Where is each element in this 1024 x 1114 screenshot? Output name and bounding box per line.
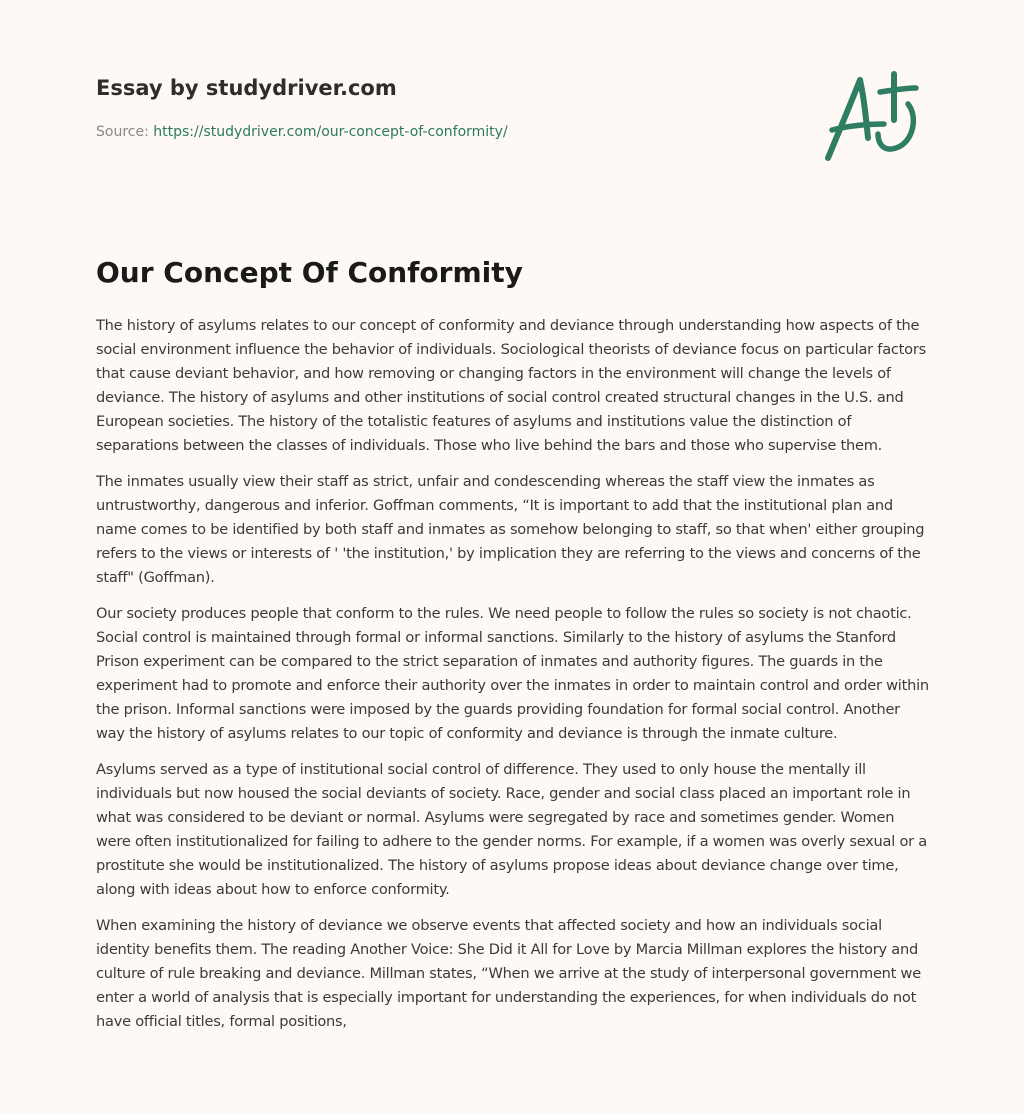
paragraph: The history of asylums relates to our concept of conformity and deviance through understanding how aspects of the social environment influence the behavior of individuals. Sociological theorists of deviance focus on particular factors that cause deviant behavior, and how removing or changing factors in the environment will change the levels of deviance. The history of asylums and other institutions of social control created structural changes in the U.S. and European societies. The history of the totalistic features of asylums and institutions value the distinction of separations between the classes of individuals. Those who live behind the bars and those who supervise them. [96,317,926,454]
essay-page [96,0,932,1030]
source-line [96,124,508,140]
essay-body [96,314,932,1046]
a-plus-grade-icon [822,68,926,164]
page-header [96,0,932,230]
document-title: Our Concept Of Conformity [96,256,523,289]
paragraph: Our society produces people that conform to the rules. We need people to follow the rules so society is not chaotic. Social control is maintained through formal or informal sanctions. Similarly to the history of asylums the Stanford Prison experiment can be compared to the strict separation of inmates and authority figures. The guards in the experiment had to promote and enforce their authority over the inmates in order to maintain control and order within the prison. Informal sanctions were imposed by the guards providing foundation for formal social control. Another way the history of asylums relates to our topic of conformity and deviance is through the inmate culture. [96,605,929,742]
brand-title: Essay by studydriver.com [96,76,397,100]
paragraph: Asylums served as a type of institutional social control of difference. They used to only house the mentally ill individuals but now housed the social deviants of society. Race, gender and social class placed an important role in what was considered to be deviant or normal. Asylums were segregated by race and sometimes gender. Women were often institutionalized for failing to adhere to the gender norms. For example, if a women was overly sexual or a prostitute she would be institutionalized. The history of asylums propose ideas about deviance change over time, along with ideas about how to enforce conformity. [96,761,927,898]
source-link[interactable]: https://studydriver.com/our-concept-of-conformity/ [153,124,508,140]
paragraph: When examining the history of deviance we observe events that affected society and how an individuals social identity benefits them. The reading Another Voice: She Did it All for Love by Marcia Millman explores the history and culture of rule breaking and deviance. Millman states, “When we arrive at the study of interpersonal government we enter a world of analysis that is especially important for understanding the experiences, for when individuals do not have official titles, formal positions, [96,917,921,1030]
paragraph: The inmates usually view their staff as strict, unfair and condescending whereas the staff view the inmates as untrustworthy, dangerous and inferior. Goffman comments, “It is important to add that the institutional plan and name comes to be identified by both staff and inmates as somehow belonging to staff, so that when' either grouping refers to the views or interests of ' 'the institution,' by implication they are referring to the views and concerns of the staff" (Goffman). [96,473,925,586]
source-label: Source: [96,124,149,140]
